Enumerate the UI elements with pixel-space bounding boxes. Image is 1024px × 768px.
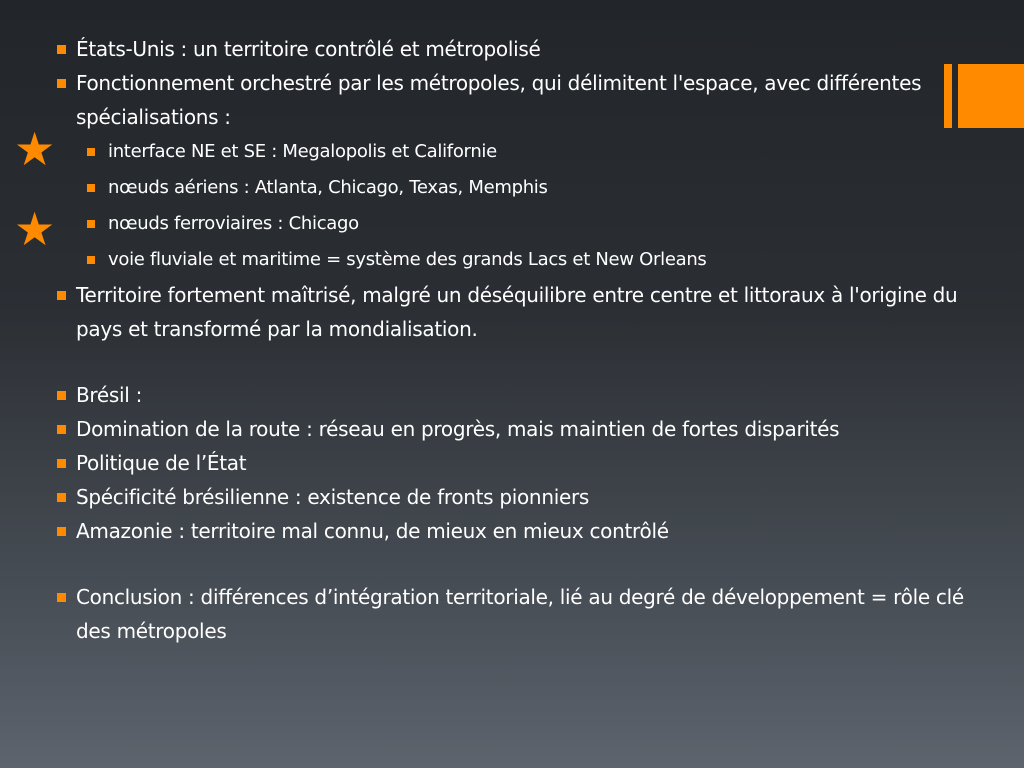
bullet-marker xyxy=(57,425,66,434)
bullet-marker xyxy=(57,459,66,468)
spacer xyxy=(56,346,986,378)
bullet-list xyxy=(56,32,986,648)
star-icon: ★ xyxy=(14,202,56,256)
bullet-text: Fonctionnement orchestré par les métropoles, qui délimitent l'espace, avec différentes spécialisations : xyxy=(76,71,922,129)
bullet-text: États-Unis : un territoire contrôlé et métropolisé xyxy=(76,37,541,61)
bullet-item xyxy=(56,66,986,134)
bullet-text: Brésil : xyxy=(76,383,143,407)
star-icon: ★ xyxy=(14,122,56,176)
bullet-item xyxy=(56,412,986,446)
bullet-marker xyxy=(87,148,95,156)
bullet-marker xyxy=(57,45,66,54)
sub-bullet-item xyxy=(86,242,986,278)
sub-bullet-item xyxy=(86,170,986,206)
bullet-text: Spécificité brésilienne : existence de fronts pionniers xyxy=(76,485,589,509)
bullet-text: Conclusion : différences d’intégration territoriale, lié au degré de développement = rôle clé des métropoles xyxy=(76,585,964,643)
sub-bullet-item xyxy=(86,134,986,170)
bullet-marker xyxy=(57,291,66,300)
bullet-item xyxy=(56,514,986,548)
spacer xyxy=(56,548,986,580)
bullet-item xyxy=(56,378,986,412)
bullet-marker xyxy=(57,493,66,502)
bullet-marker xyxy=(57,79,66,88)
bullet-item xyxy=(56,278,986,346)
bullet-text: nœuds aériens : Atlanta, Chicago, Texas, Memphis xyxy=(108,177,548,198)
bullet-item xyxy=(56,480,986,514)
bullet-marker xyxy=(87,256,95,264)
bullet-text: Amazonie : territoire mal connu, de mieux en mieux contrôlé xyxy=(76,519,669,543)
bullet-marker xyxy=(57,527,66,536)
sub-bullet-item xyxy=(86,206,986,242)
bullet-marker xyxy=(57,593,66,602)
bullet-marker xyxy=(57,391,66,400)
bullet-text: nœuds ferroviaires : Chicago xyxy=(108,213,359,234)
bullet-text: Politique de l’État xyxy=(76,451,247,475)
bullet-text: Domination de la route : réseau en progrès, mais maintien de fortes disparités xyxy=(76,417,840,441)
bullet-item xyxy=(56,32,986,66)
bullet-text: voie fluviale et maritime = système des grands Lacs et New Orleans xyxy=(108,249,707,270)
bullet-marker xyxy=(87,184,95,192)
bullet-text: interface NE et SE : Megalopolis et Californie xyxy=(108,141,497,162)
bullet-item xyxy=(56,580,986,648)
bullet-text: Territoire fortement maîtrisé, malgré un déséquilibre entre centre et littoraux à l'origine du pays et transformé par la mondialisation. xyxy=(76,283,958,341)
bullet-item xyxy=(56,446,986,480)
bullet-marker xyxy=(87,220,95,228)
